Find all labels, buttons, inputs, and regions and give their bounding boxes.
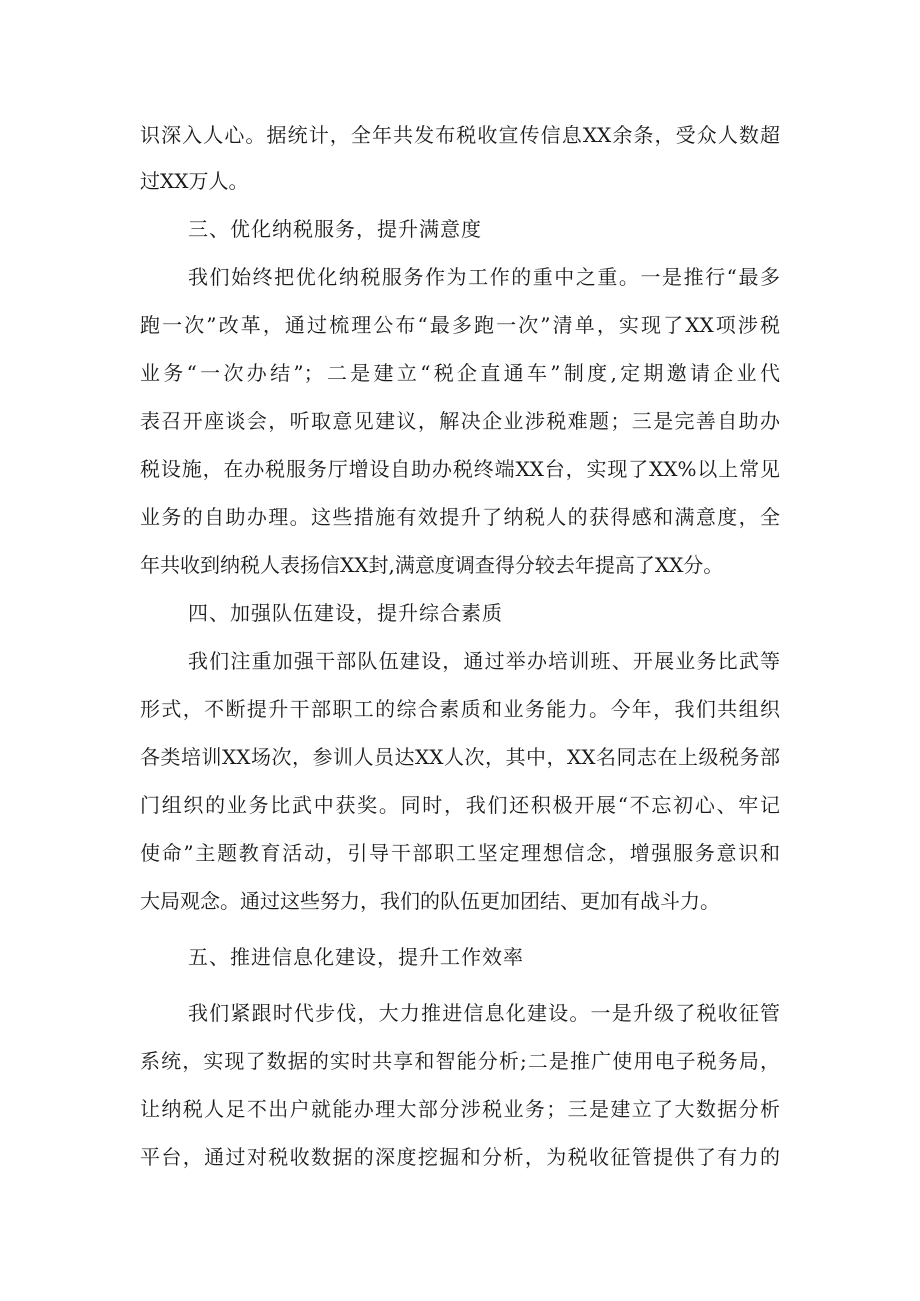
paragraph-4-line-1: 我们注重加强干部队伍建设，通过举办培训班、开展业务比武等 bbox=[188, 649, 780, 673]
paragraph-3-line-2: 跑一次”改革，通过梳理公布“最多跑一次”清单，实现了XX项涉税 bbox=[140, 313, 780, 337]
paragraph-5-line-2: 系统，实现了数据的实时共享和智能分析;二是推广使用电子税务局， bbox=[140, 1049, 780, 1073]
paragraph-1-line-1: 识深入人心。据统计，全年共发布税收宣传信息XX余条，受众人数超 bbox=[140, 123, 780, 147]
paragraph-5-line-4: 平台，通过对税收数据的深度挖掘和分析，为税收征管提供了有力的 bbox=[140, 1145, 780, 1169]
paragraph-3-line-1: 我们始终把优化纳税服务作为工作的重中之重。一是推行“最多 bbox=[188, 265, 780, 289]
section-heading-5: 五、推进信息化建设，提升工作效率 bbox=[188, 945, 524, 969]
paragraph-5-line-3: 让纳税人足不出户就能办理大部分涉税业务；三是建立了大数据分析 bbox=[140, 1097, 780, 1121]
section-heading-3: 三、优化纳税服务，提升满意度 bbox=[188, 217, 482, 241]
paragraph-3-line-6: 业务的自助办理。这些措施有效提升了纳税人的获得感和满意度，全 bbox=[140, 505, 780, 529]
paragraph-1-line-2: 过XX万人。 bbox=[140, 169, 249, 193]
section-heading-4: 四、加强队伍建设，提升综合素质 bbox=[188, 601, 503, 625]
paragraph-3-line-7: 年共收到纳税人表扬信XX封,满意度调查得分较去年提高了XX分。 bbox=[140, 553, 724, 577]
paragraph-4-line-6: 大局观念。通过这些努力，我们的队伍更加团结、更加有战斗力。 bbox=[140, 889, 720, 913]
paragraph-4-line-5: 使命”主题教育活动，引导干部职工坚定理想信念，增强服务意识和 bbox=[140, 841, 780, 865]
paragraph-4-line-2: 形式，不断提升干部职工的综合素质和业务能力。今年，我们共组织 bbox=[140, 697, 780, 721]
paragraph-3-line-3: 业务“一次办结”；二是建立“税企直通车”制度,定期邀请企业代 bbox=[140, 361, 780, 385]
paragraph-3-line-5: 税设施，在办税服务厅增设自助办税终端XX台，实现了XX%以上常见 bbox=[140, 457, 780, 481]
paragraph-3-line-4: 表召开座谈会，听取意见建议，解决企业涉税难题；三是完善自助办 bbox=[140, 409, 780, 433]
paragraph-5-line-1: 我们紧跟时代步伐，大力推进信息化建设。一是升级了税收征管 bbox=[188, 1001, 780, 1025]
paragraph-4-line-3: 各类培训XX场次，参训人员达XX人次，其中，XX名同志在上级税务部 bbox=[140, 745, 780, 769]
paragraph-4-line-4: 门组织的业务比武中获奖。同时，我们还积极开展“不忘初心、牢记 bbox=[140, 793, 780, 817]
